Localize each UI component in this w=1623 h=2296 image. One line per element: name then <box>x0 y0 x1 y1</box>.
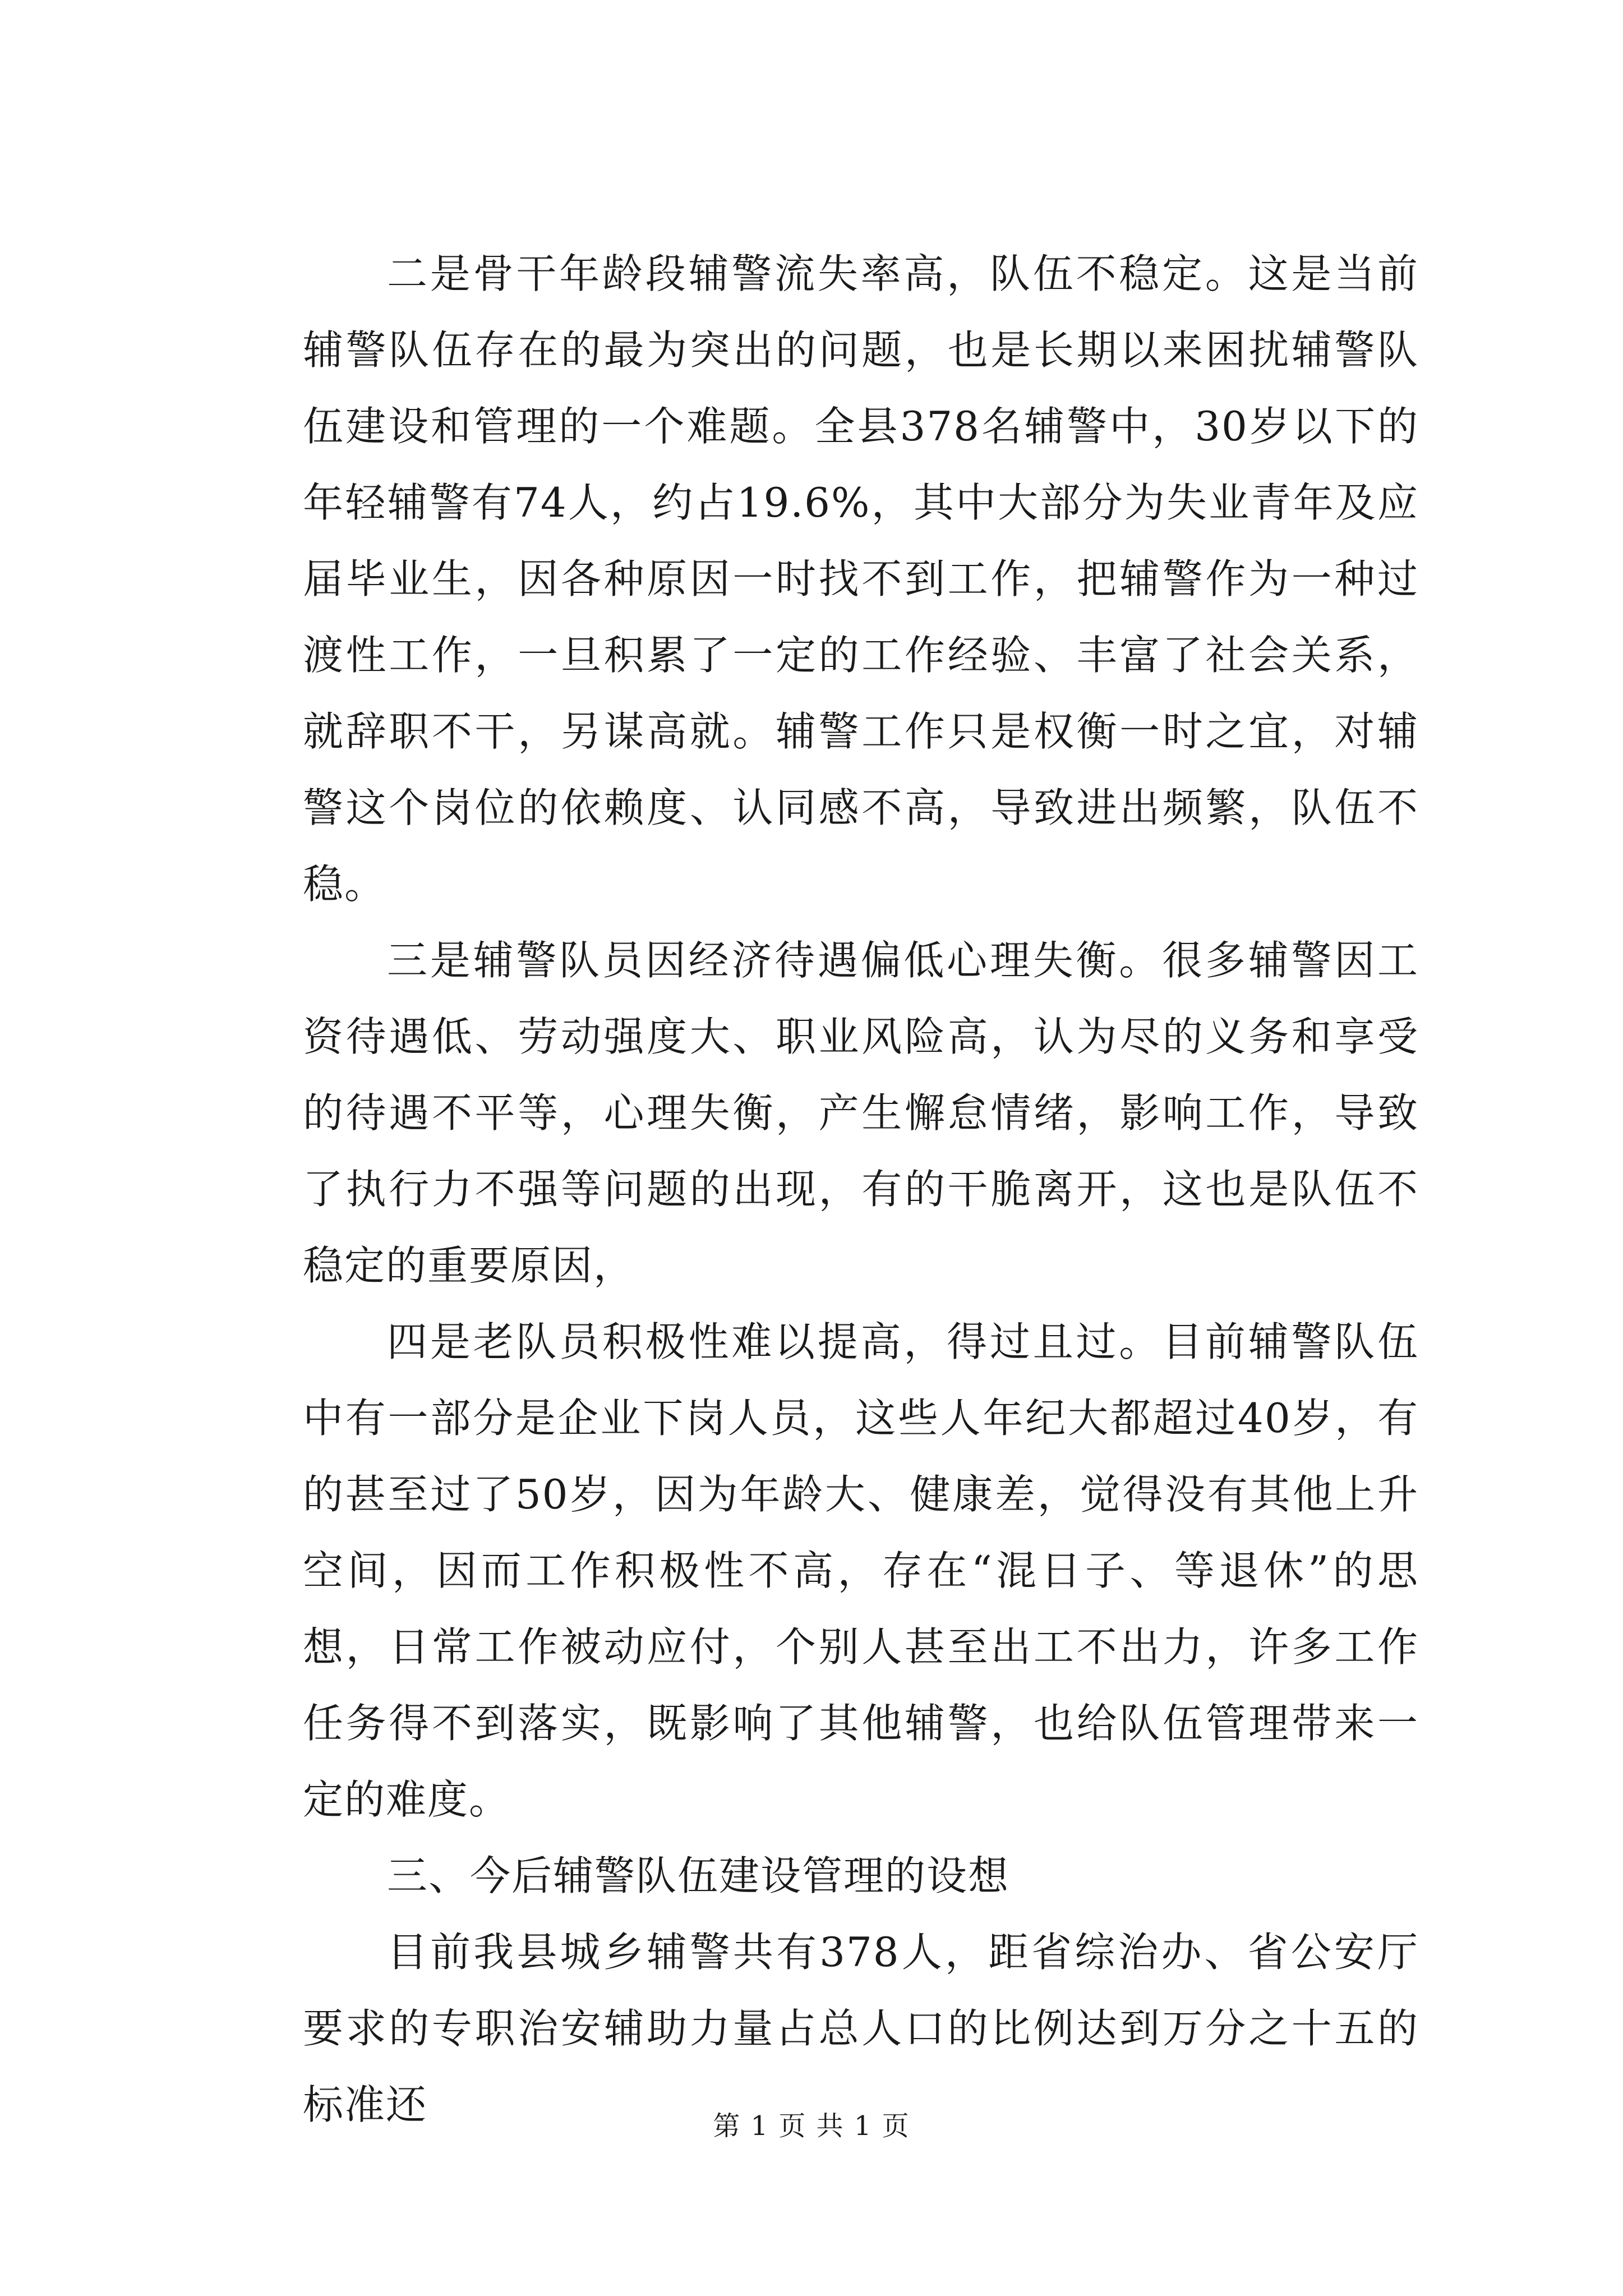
page-footer: 第 1 页 共 1 页 <box>713 2110 910 2142</box>
paragraph-backbone-attrition: 二是骨干年龄段辅警流失率高，队伍不稳定。这是当前辅警队伍存在的最为突出的问题，也是长期以来困扰辅警队伍建设和管理的一个难题。全县378名辅警中，30岁以下的年轻辅警有74人，约占19.6%，其中大部分为失业青年及应届毕业生，因各种原因一时找不到工作，把辅警作为一种过渡性工作，一旦积累了一定的工作经验、丰富了社会关系，就辞职不干，另谋高就。辅警工作只是权衡一时之宜，对辅警这个岗位的依赖度、认同感不高，导致进出频繁，队伍不稳。 <box>303 250 1419 908</box>
section-heading-future-plan: 三、今后辅警队伍建设管理的设想 <box>387 1852 1010 1899</box>
paragraph-veteran-motivation: 四是老队员积极性难以提高，得过且过。目前辅警队伍中有一部分是企业下岗人员，这些人年纪大都超过40岁，有的甚至过了50岁，因为年龄大、健康差，觉得没有其他上升空间，因而工作积极性不高，存在“混日子、等退休”的思想，日常工作被动应付，个别人甚至出工不出力，许多工作任务得不到落实，既影响了其他辅警，也给队伍管理带来一定的难度。 <box>303 1318 1419 1823</box>
paragraph-current-count: 目前我县城乡辅警共有378人，距省综治办、省公安厅要求的专职治安辅助力量占总人口的比例达到万分之十五的标准还 <box>303 1929 1419 2128</box>
paragraph-low-pay-imbalance: 三是辅警队员因经济待遇偏低心理失衡。很多辅警因工资待遇低、劳动强度大、职业风险高，认为尽的义务和享受的待遇不平等，心理失衡，产生懈怠情绪，影响工作，导致了执行力不强等问题的出现，有的干脆离开，这也是队伍不稳定的重要原因， <box>303 937 1419 1289</box>
document-body <box>303 236 1419 2143</box>
